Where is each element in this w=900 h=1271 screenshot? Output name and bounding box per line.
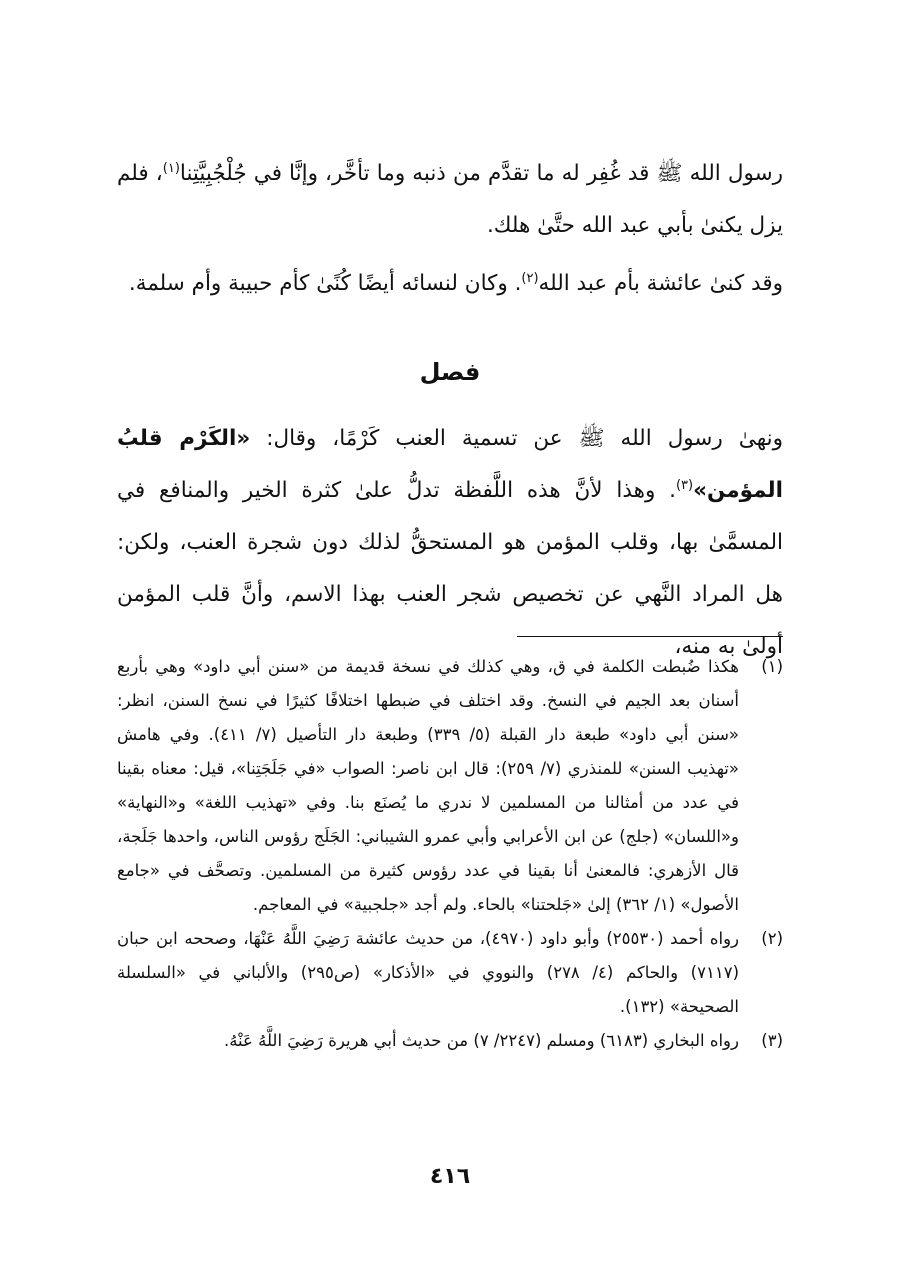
paragraph-1-text-a: رسول الله ﷺ قد غُفِر له ما تقدَّم من ذنبه وما تأخَّر، وإنَّا في جُلْجُبِيَّتِنا — [179, 161, 783, 186]
footnote-separator — [517, 636, 783, 637]
paragraph-2-text-a: وقد كنىٰ عائشة بأم عبد الله — [538, 271, 783, 296]
section-heading: فصل — [419, 358, 481, 386]
footnote-ref-1[interactable]: (١) — [162, 160, 180, 176]
paragraph-2 — [117, 258, 783, 310]
footnote-text: رواه البخاري (٦١٨٣) ومسلم (٢٢٤٧/ ٧) من حديث أبي هريرة رَضِيَ اللَّهُ عَنْهُ. — [223, 1031, 739, 1050]
paragraph-3-text-b: . وهذا لأنَّ هذه اللَّفظة تدلُّ علىٰ كثرة الخير والمنافع في المسمَّىٰ بها، وقلب المؤمن هو المستحقُّ لذلك دون شجرة العنب، ولكن: هل المراد النَّهي عن تخصيص شجر العنب بهذا الاسم، وأنَّ قلب المؤمن أولىٰ به منه، — [117, 478, 783, 659]
footnote-ref-3[interactable]: (٣) — [675, 477, 694, 493]
page-number: ٤١٦ — [429, 1164, 471, 1189]
footnote-ref-2[interactable]: (٢) — [521, 270, 539, 286]
footnote-number: (١) — [761, 657, 783, 676]
footnote-text: رواه أحمد (٢٥٥٣٠) وأبو داود (٤٩٧٠)، من حديث عائشة رَضِيَ اللَّهُ عَنْهَا، وصححه ابن حبان (٧١١٧) والحاكم (٤/ ٢٧٨) والنووي في «الأذكار» (ص٢٩٥) والألباني في «السلسلة الصحيحة» (١٣٢). — [117, 929, 740, 1016]
paragraph-1-text-b: ، فلم يزل يكنىٰ بأبي عبد الله حتَّىٰ هلك. — [117, 161, 783, 238]
paragraph-1 — [117, 148, 783, 252]
footnote-3 — [117, 1024, 783, 1058]
footnote-2 — [117, 922, 783, 1024]
footnote-1 — [117, 650, 783, 922]
footnote-text: هكذا ضُبطت الكلمة في ق، وهي كذلك في نسخة قديمة من «سنن أبي داود» وهي بأربع أسنان بعد الجيم في النسخ. وقد اختلف في ضبطها اختلافًا كثيرًا في نسخ السنن، انظر: «سنن أبي داود» طبعة دار القبلة (٥/ ٣٣٩) وطبعة دار التأصيل (٧/ ٤١١). وفي هامش «تهذيب السنن» للمنذري (٧/ ٢٥٩): قال ابن ناصر: الصواب «في جَلَجَتِنا»، قيل: معناه بقينا في عدد من أمثالنا من المسلمين لا ندري ما يُصنَع بنا. وفي «تهذيب اللغة» و«النهاية» و«اللسان» (جلج) عن ابن الأعرابي وأبي عمرو الشيباني: الجَلَج رؤوس الناس، واحدها جَلَجة، قال الأزهري: فالمعنىٰ أنا بقينا في عدد رؤوس كثيرة من المسلمين. وتصحَّف في «جامع الأصول» (١/ ٣٦٢) إلىٰ «جَلحتنا» بالحاء. ولم أجد «جلجبية» في المعاجم. — [117, 657, 740, 914]
footnote-number: (٢) — [761, 929, 783, 948]
paragraph-2-text-b: . وكان لنسائه أيضًا كُنًىٰ كأم حبيبة وأم سلمة. — [128, 271, 522, 296]
footnotes-list — [117, 650, 783, 1058]
paragraph-3-text-a: ونهىٰ رسول الله ﷺ عن تسمية العنب كَرْمًا، وقال: — [250, 426, 783, 451]
footnote-number: (٣) — [761, 1031, 783, 1050]
paragraph-3 — [117, 413, 783, 673]
hadith-quote: «الكَرْم قلبُ المؤمن» — [117, 426, 783, 503]
